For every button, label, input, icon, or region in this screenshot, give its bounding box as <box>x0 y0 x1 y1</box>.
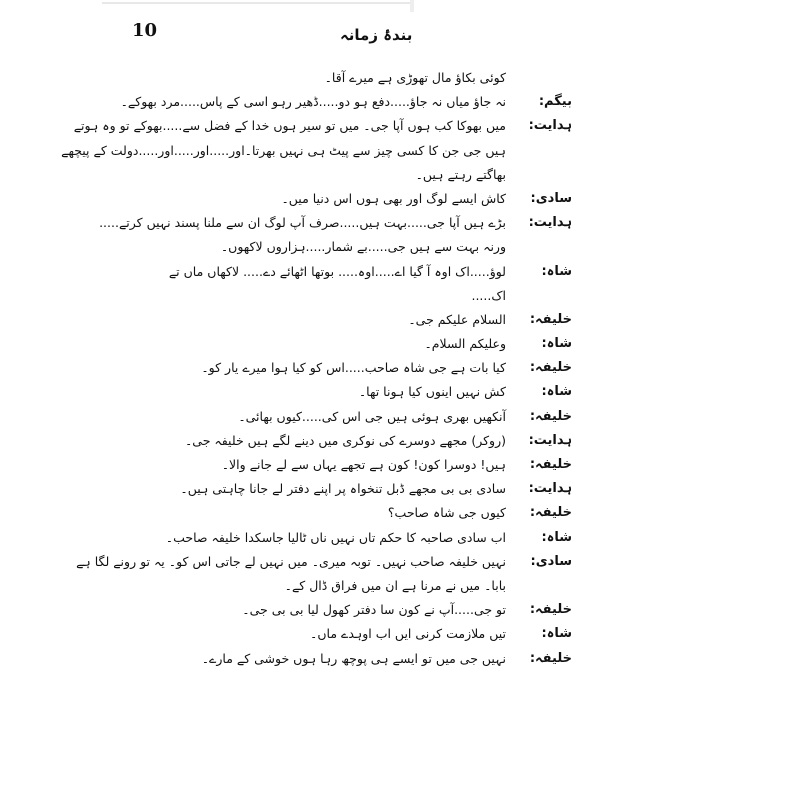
dialogue-text: کیوں جی شاہ صاحب؟ <box>387 505 506 521</box>
dialogue-line <box>99 211 572 235</box>
dialogue-text: بڑے ہیں آپا جی.....بہت ہیں.....صرف آپ لوگ ان سے ملنا پسند نہیں کرتے..... <box>99 215 506 231</box>
dialogue-text: ہیں جی جن کا کسی چیز سے پیٹ ہی نہیں بھرتا۔اور.....اور.....اور.....دولت کے پیچھے <box>61 142 506 158</box>
play-script <box>61 66 572 671</box>
speaker-name: شاہ: <box>541 336 572 352</box>
dialogue-line <box>200 574 572 598</box>
dialogue-line <box>165 526 572 550</box>
page-edge-shadow <box>102 2 414 4</box>
dialogue-text: ہیں! دوسرا کون! کون ہے تجھے یہاں سے لے جانے والا۔ <box>221 457 506 472</box>
speaker-name: ہدایت: <box>528 481 572 497</box>
speaker-name: خلیفہ: <box>529 650 572 666</box>
dialogue-text: میں بھوکا کب ہوں آپا جی۔ میں تو سیر ہوں خدا کے فضل سے.....بھوکے تو وہ ہوتے <box>73 118 506 134</box>
speaker-name: شاہ: <box>541 263 572 279</box>
dialogue-line <box>76 550 572 574</box>
dialogue-text: تو جی.....آپ نے کون سا دفتر کھول لیا بی بی جی۔ <box>242 602 506 618</box>
dialogue-text: السلام علیکم جی۔ <box>408 311 506 327</box>
dialogue-line <box>200 622 572 646</box>
dialogue-line <box>184 429 572 453</box>
dialogue-line <box>200 356 572 380</box>
dialogue-line <box>200 453 572 477</box>
dialogue-line <box>200 284 572 308</box>
dialogue-line <box>120 90 572 114</box>
dialogue-text: کاش ایسے لوگ اور بھی ہوں اس دنیا میں۔ <box>281 190 506 206</box>
dialogue-line <box>200 332 572 356</box>
dialogue-text: نہ جاؤ میاں نہ جاؤ.....دفع ہو دو.....ڈھیر رہو اسی کے پاس.....مرد بھوکے۔ <box>120 94 506 110</box>
dialogue-text: تیں ملازمت کرنی ایں اب اوہدے ماں۔ <box>310 626 506 642</box>
speaker-name: خلیفہ: <box>529 408 572 424</box>
dialogue-text: ورنہ بہت سے ہیں جی.....بے شمار.....ہزاروں لاکھوں۔ <box>220 239 506 255</box>
dialogue-text: آنکھیں بھری ہوئی ہیں جی اس کی.....کیوں بھائی۔ <box>238 408 506 424</box>
dialogue-text: کوئی بکاؤ مال تھوڑی ہے میرے آقا۔ <box>324 70 506 85</box>
dialogue-text: اب سادی صاحبہ کا حکم تاں نہیں ناں ٹالیا جاسکدا خلیفہ صاحب۔ <box>165 529 506 545</box>
dialogue-line <box>200 308 572 332</box>
dialogue-line <box>200 598 572 622</box>
dialogue-line <box>200 66 572 90</box>
speaker-name: خلیفہ: <box>529 602 572 618</box>
dialogue-line <box>200 647 572 671</box>
dialogue-line <box>200 405 572 429</box>
speaker-name: ہدایت: <box>528 432 572 448</box>
speaker-name: شاہ: <box>541 384 572 400</box>
dialogue-text: کیا بات ہے جی شاہ صاحب.....اس کو کیا ہوا میرے یار کو۔ <box>201 360 506 376</box>
speaker-name: خلیفہ: <box>529 360 572 376</box>
dialogue-text: بابا۔ میں نے مرنا ہے ان میں فراق ڈال کے۔ <box>284 577 506 593</box>
dialogue-text: (روکر) مجھے دوسرے کی نوکری میں دینے لگے ہیں خلیفہ جی۔ <box>184 432 506 448</box>
page-number: 10 <box>132 20 158 41</box>
running-header-title: بندۂ زمانہ <box>340 26 413 44</box>
dialogue-line <box>200 187 572 211</box>
speaker-name: شاہ: <box>541 529 572 545</box>
dialogue-line <box>200 235 572 259</box>
dialogue-text: سادی بی بی مجھے ڈبل تنخواہ پر اپنے دفتر لے جانا چاہتی ہیں۔ <box>180 481 506 497</box>
dialogue-line <box>200 380 572 404</box>
dialogue-text: وعلیکم السلام۔ <box>424 336 506 352</box>
dialogue-line <box>200 163 572 187</box>
dialogue-text: اک..... <box>471 287 506 303</box>
speaker-name: خلیفہ: <box>529 457 572 472</box>
speaker-name: خلیفہ: <box>529 505 572 521</box>
dialogue-text: بھاگتے رہتے ہیں۔ <box>415 166 506 182</box>
speaker-name: سادی: <box>530 190 572 206</box>
speaker-name: ہدایت: <box>528 215 572 231</box>
dialogue-line <box>168 260 572 284</box>
dialogue-text: نہیں خلیفہ صاحب نہیں۔ توبہ میری۔ میں نہیں لے جاتی اس کو۔ یہ تو رونے لگا ہے <box>76 553 506 569</box>
dialogue-line <box>73 114 572 138</box>
dialogue-text: نہیں جی میں تو ایسے ہی پوچھ رہا ہوں خوشی کے مارے۔ <box>201 650 506 666</box>
page-edge-corner <box>410 0 414 12</box>
speaker-name: ہدایت: <box>528 118 572 134</box>
dialogue-line <box>61 139 572 163</box>
dialogue-line <box>200 501 572 525</box>
speaker-name: بیگم: <box>538 94 572 110</box>
speaker-name: سادی: <box>530 553 572 569</box>
dialogue-text: کش نہیں اینوں کیا ہونا تھا۔ <box>358 384 506 400</box>
speaker-name: شاہ: <box>541 626 572 642</box>
dialogue-line <box>180 477 572 501</box>
speaker-name: خلیفہ: <box>529 311 572 327</box>
dialogue-text: لوؤ.....اک اوہ آ گیا اے.....اوہ..... بوتھا اٹھائے دے..... لاکھاں ماں تے <box>168 263 506 279</box>
